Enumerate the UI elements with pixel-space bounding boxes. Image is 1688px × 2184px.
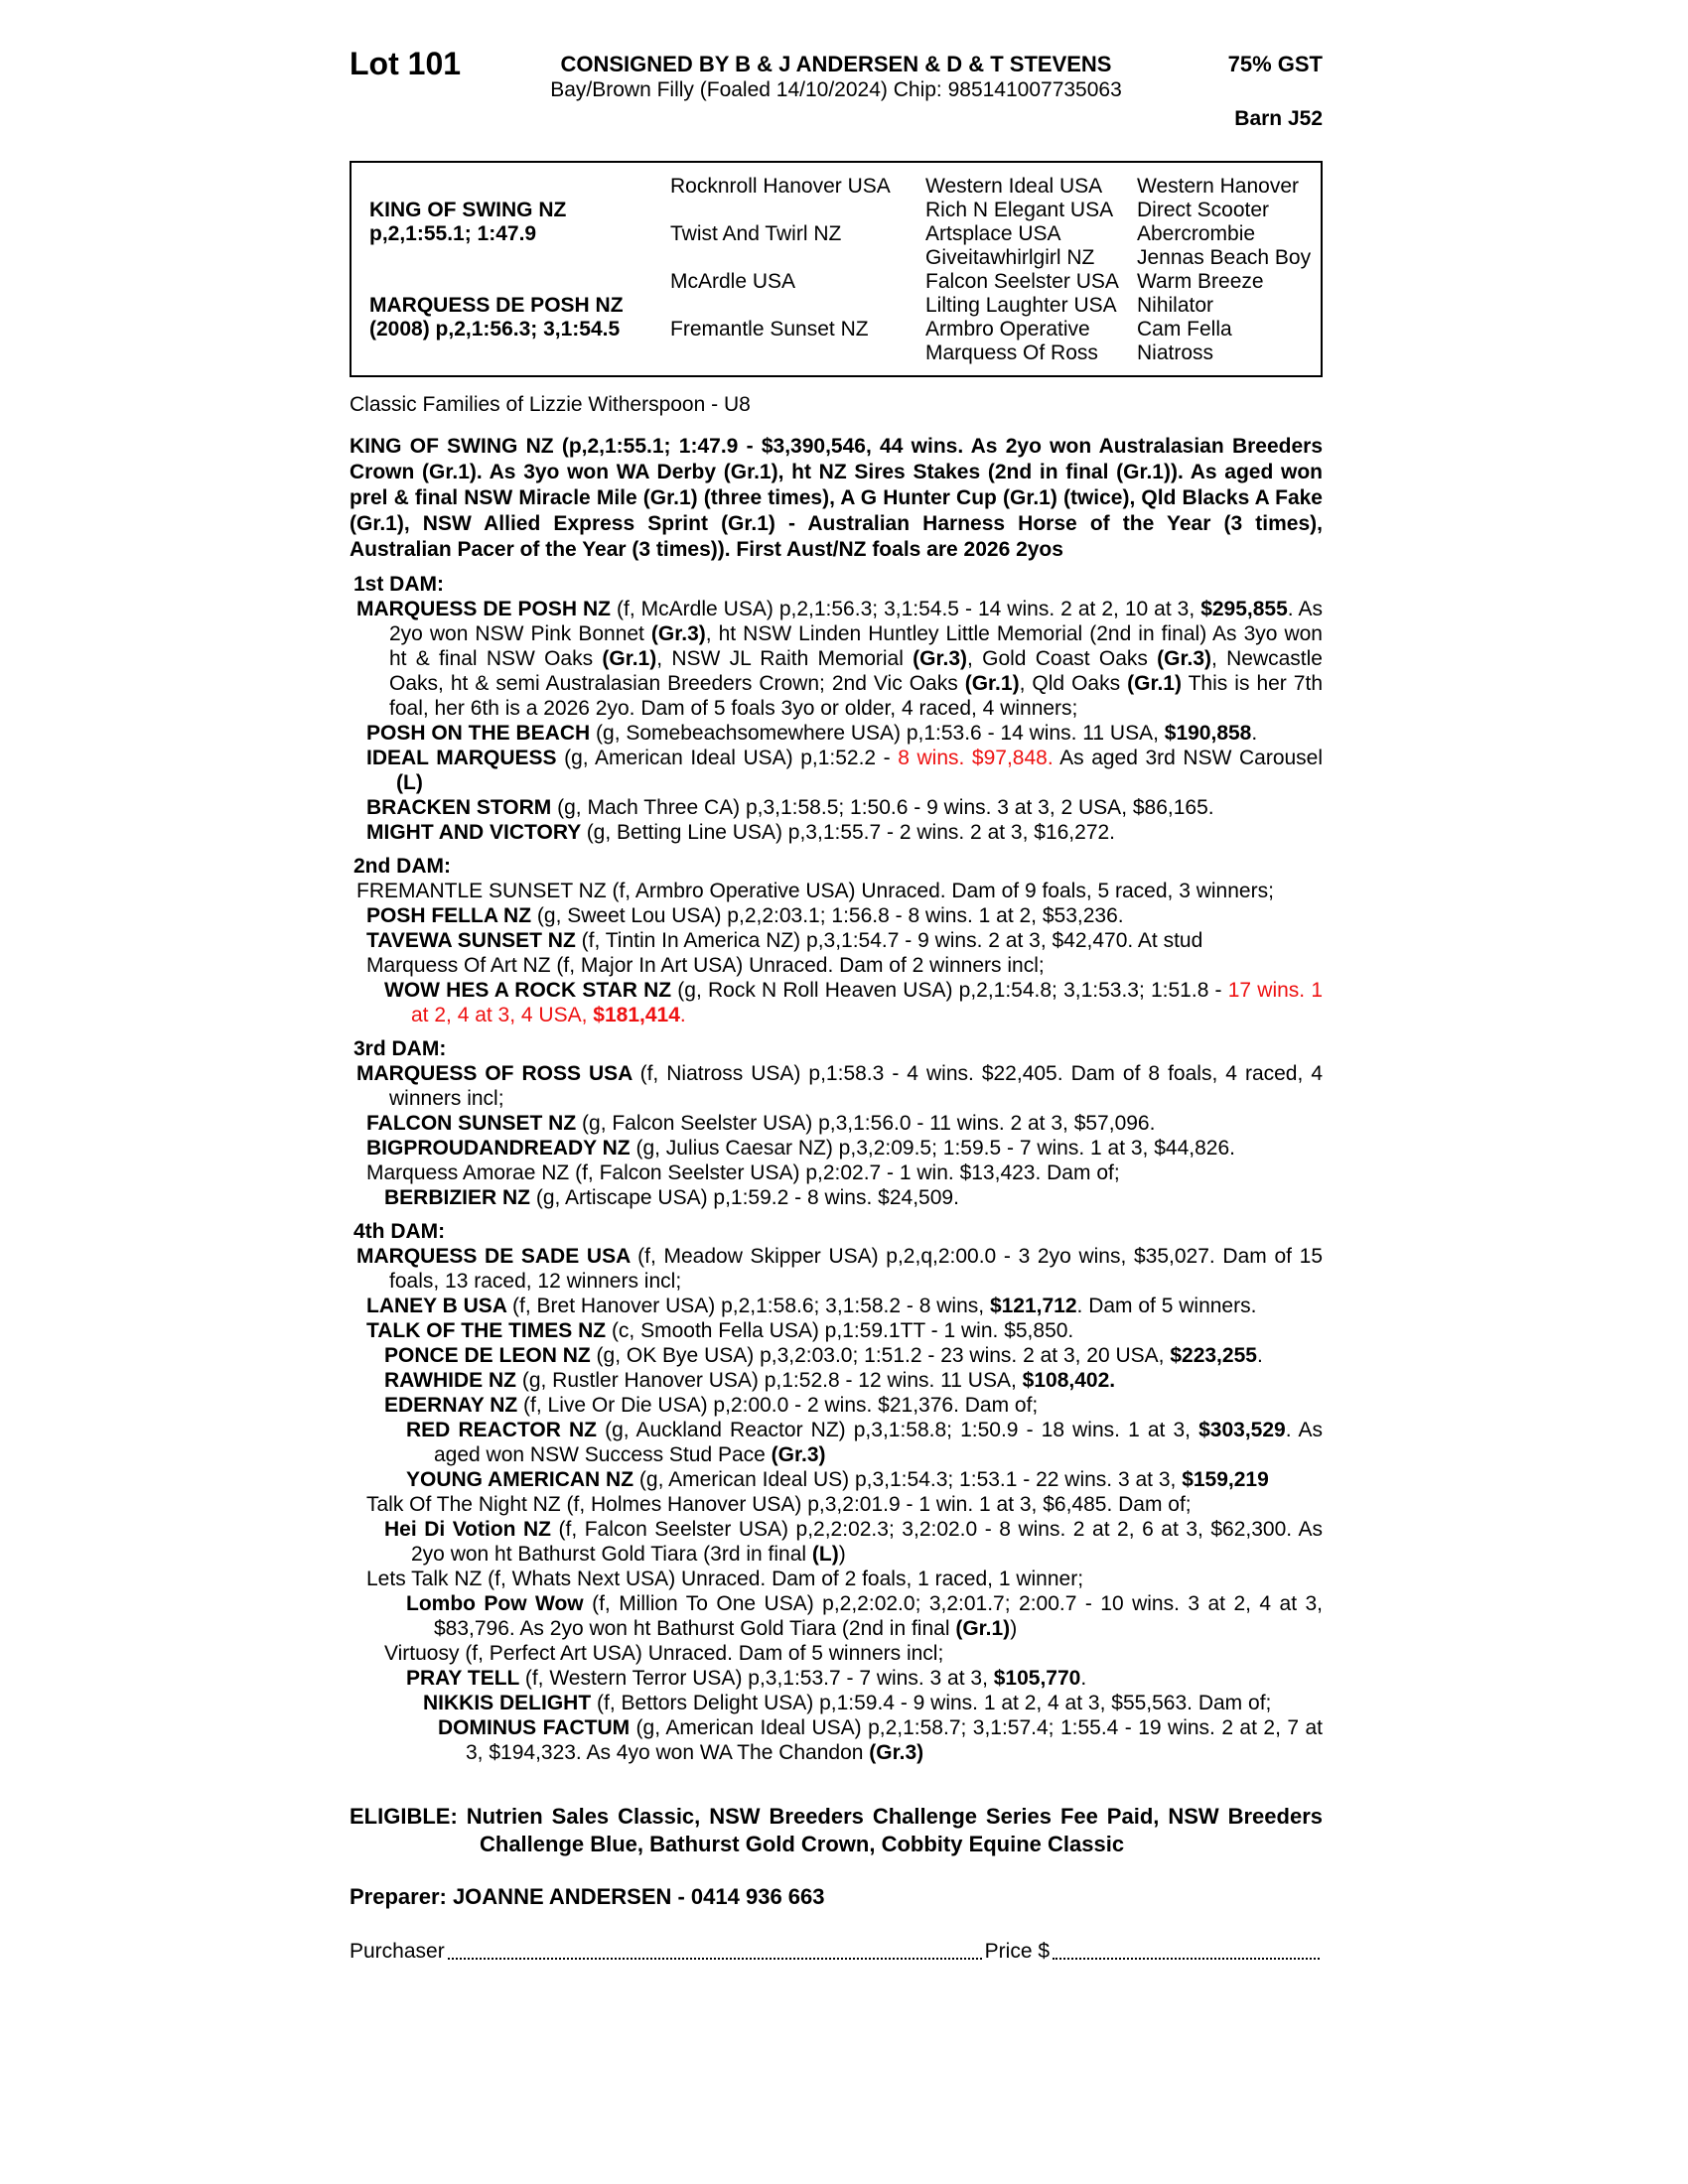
entry-text: FREMANTLE SUNSET NZ (f, Armbro Operative USA) Unraced. Dam of 9 foals, 5 raced, 3 winners;: [356, 880, 1274, 902]
gen2-ancestor: Rocknroll Hanover USA: [670, 175, 891, 198]
gen2-ancestor: Fremantle Sunset NZ: [670, 318, 869, 341]
pedigree-entry: [350, 795, 1323, 820]
consignor-line: CONSIGNED BY B & J ANDERSEN & D & T STEVENS: [560, 52, 1112, 76]
barn-number: Barn J52: [1234, 107, 1323, 130]
horse-description: Bay/Brown Filly (Foaled 14/10/2024) Chip: 985141007735063: [550, 78, 1122, 101]
pedigree-entry: [350, 1160, 1323, 1185]
entry-text: (L): [811, 1543, 839, 1566]
entry-text: $181,414: [593, 1004, 680, 1026]
purchaser-fill-line: [448, 1958, 982, 1960]
entry-text: MARQUESS DE SADE USA: [356, 1245, 638, 1268]
entry-text: $303,529: [1198, 1419, 1286, 1441]
pedigree-entry: [350, 820, 1323, 845]
gen4-ancestor: Direct Scooter: [1137, 199, 1270, 221]
pedigree-entry: [350, 1492, 1323, 1517]
pedigree-entry: [350, 1691, 1323, 1715]
gen3-ancestor: Lilting Laughter USA: [925, 294, 1117, 317]
entry-text: DOMINUS FACTUM: [438, 1716, 636, 1739]
gen3-ancestor: Western Ideal USA: [925, 175, 1103, 198]
gen4-ancestor: Niatross: [1137, 341, 1214, 364]
entry-text: Virtuosy (f, Perfect Art USA) Unraced. Dam of 5 winners incl;: [384, 1642, 944, 1665]
entry-text: (g, Artiscape USA) p,1:59.2 - 8 wins. $24,509.: [535, 1186, 959, 1209]
gen4-ancestor: Warm Breeze: [1137, 270, 1264, 293]
sire-record: p,2,1:55.1; 1:47.9: [369, 222, 537, 245]
pedigree-entry: [350, 1567, 1323, 1591]
gen4-ancestor: Western Hanover: [1137, 175, 1300, 198]
pedigree-entry: [350, 1061, 1323, 1111]
pedigree-entry: [350, 1715, 1323, 1765]
dam-sections: [350, 572, 1323, 1765]
entry-text: (Gr.1): [964, 672, 1020, 695]
entry-text: . As aged won NSW Success Stud Pace: [434, 1419, 1323, 1466]
sire-name: KING OF SWING NZ: [369, 199, 567, 221]
entry-text: (c, Smooth Fella USA) p,1:59.1TT - 1 win. $5,850.: [611, 1319, 1074, 1342]
entry-text: (g, Julius Caesar NZ) p,3,2:09.5; 1:59.5 - 7 wins. 1 at 3, $44,826.: [635, 1137, 1235, 1160]
entry-text: (Gr.3): [650, 622, 706, 645]
entry-text: (f, Meadow Skipper USA) p,2,q,2:00.0 - 3 2yo wins, $35,027. Dam of 15 foals, 13 raced, 12 winners incl;: [389, 1245, 1323, 1293]
price-label: Price $: [984, 1940, 1051, 1963]
entry-text: TALK OF THE TIMES NZ: [366, 1319, 612, 1342]
entry-text: Lombo Pow Wow: [406, 1592, 593, 1615]
sire-summary: KING OF SWING NZ (p,2,1:55.1; 1:47.9 - $3,390,546, 44 wins. As 2yo won Australasian Breeders Crown (Gr.1). As 3yo won WA Derby (Gr.1), ht NZ Sires Stakes (2nd in final (Gr.1)). As aged won prel & final NSW Miracle Mile (Gr.1) (three times), A G Hunter Cup (Gr.1) (twice), Qld Blacks A Fake (Gr.1), NSW Allied Express Sprint (Gr.1) - Australian Harness Horse of the Year (3 times), Australian Pacer of the Year (3 times)). First Aust/NZ foals are 2026 2yos: [350, 435, 1323, 561]
entry-text: (g, American Ideal USA) p,2,1:58.7; 3,1:57.4; 1:55.4 - 19 wins. 2 at 2, 7 at 3, $194,323. As 4yo won WA The Chandon: [466, 1716, 1323, 1764]
dam-header: 1st DAM:: [353, 573, 445, 596]
entry-text: BIGPROUDANDREADY NZ: [366, 1137, 636, 1160]
entry-text: As aged 3rd NSW Carousel: [1053, 747, 1324, 769]
entry-text: $159,219: [1182, 1468, 1269, 1491]
entry-text: PRAY TELL: [406, 1667, 525, 1690]
pedigree-entry: [350, 1641, 1323, 1666]
entry-text: POSH FELLA NZ: [366, 904, 537, 927]
entry-text: .: [1256, 1344, 1263, 1367]
dam-header: 3rd DAM:: [353, 1037, 447, 1060]
gen2-ancestor: Twist And Twirl NZ: [670, 222, 842, 245]
entry-text: FALCON SUNSET NZ: [366, 1112, 583, 1135]
gen4-ancestor: Jennas Beach Boy: [1137, 246, 1312, 269]
entry-text: , Qld Oaks: [1019, 672, 1128, 695]
entry-text: (Gr.3): [913, 647, 968, 670]
entry-text: RAWHIDE NZ: [384, 1369, 522, 1392]
entry-text: (Gr.1): [1127, 672, 1182, 695]
entry-text: .: [1251, 722, 1258, 745]
entry-text: $223,255: [1170, 1344, 1257, 1367]
entry-text: Marquess Amorae NZ (f, Falcon Seelster USA) p,2:02.7 - 1 win. $13,423. Dam of;: [366, 1161, 1120, 1184]
gen3-ancestor: Giveitawhirlgirl NZ: [925, 246, 1095, 269]
purchaser-price-row: [350, 1940, 1323, 1964]
pedigree-entry: [350, 721, 1323, 746]
entry-text: $121,712: [989, 1295, 1077, 1317]
entry-text: .: [1080, 1667, 1087, 1690]
pedigree-entry: [350, 1244, 1323, 1294]
entry-text: BERBIZIER NZ: [384, 1186, 536, 1209]
entry-text: (g, American Ideal USA) p,1:52.2 -: [564, 747, 899, 769]
pedigree-entry: [350, 1294, 1323, 1318]
entry-text: PONCE DE LEON NZ: [384, 1344, 597, 1367]
entry-text: (g, American Ideal US) p,3,1:54.3; 1:53.1 - 22 wins. 3 at 3,: [638, 1468, 1183, 1491]
entry-text: $190,858: [1164, 722, 1252, 745]
dam-block: [369, 270, 670, 365]
entry-text: WOW HES A ROCK STAR NZ: [384, 979, 678, 1002]
pedigree-entry: [350, 928, 1323, 953]
entry-text: , Newcastle Oaks, ht & semi Australasian Breeders Crown; 2nd Vic Oaks: [389, 647, 1323, 695]
price-fill-line: [1053, 1958, 1320, 1960]
pedigree-table: [350, 161, 1323, 377]
entry-text: (g, Mach Three CA) p,3,1:58.5; 1:50.6 - 9 wins. 3 at 3, 2 USA, $86,165.: [557, 796, 1214, 819]
entry-text: ): [838, 1543, 846, 1566]
gen2-ancestor: McArdle USA: [670, 270, 796, 293]
entry-text: , NSW JL Raith Memorial: [656, 647, 914, 670]
entry-text: (f, Tintin In America NZ) p,3,1:54.7 - 9 wins. 2 at 3, $42,470. At stud: [581, 929, 1203, 952]
entry-text: , Gold Coast Oaks: [967, 647, 1158, 670]
gen3-ancestor: Falcon Seelster USA: [925, 270, 1119, 293]
gen3-ancestor: Armbro Operative: [925, 318, 1090, 341]
entry-text: $108,402.: [1022, 1369, 1116, 1392]
entry-text: (f, Bret Hanover USA) p,2,1:58.6; 3,1:58.2 - 8 wins,: [512, 1295, 990, 1317]
pedigree-entry: [350, 1318, 1323, 1343]
gen3-ancestor: Artsplace USA: [925, 222, 1061, 245]
gen3-ancestor: Marquess Of Ross: [925, 341, 1098, 364]
dam-name: MARQUESS DE POSH NZ: [369, 294, 624, 317]
gst-note: 75% GST: [1227, 52, 1323, 76]
entry-text: (f, Niatross USA) p,1:58.3 - 4 wins. $22,405. Dam of 8 foals, 4 raced, 4 winners incl;: [389, 1062, 1323, 1110]
entry-text: (Gr.3): [771, 1443, 826, 1466]
entry-text: (f, Million To One USA) p,2,2:02.0; 3,2:01.7; 2:00.7 - 10 wins. 3 at 2, 4 at 3, $83,796. As 2yo won ht Bathurst Gold Tiara (2nd in final: [434, 1592, 1323, 1640]
pedigree-entry: [350, 1111, 1323, 1136]
entry-text: . Dam of 5 winners.: [1076, 1295, 1257, 1317]
entry-text: This is her 7th foal, her 6th is a 2026 2yo. Dam of 5 foals 3yo or older, 4 raced, 4 winners;: [389, 672, 1324, 720]
gen4-ancestor: Abercrombie: [1137, 222, 1256, 245]
entry-text: $105,770: [993, 1667, 1081, 1690]
pedigree-entry: [350, 1185, 1323, 1210]
entry-text: .: [679, 1004, 686, 1026]
lot-number: Lot 101: [350, 46, 462, 81]
entry-text: (g, Sweet Lou USA) p,2,2:03.1; 1:56.8 - 8 wins. 1 at 2, $53,236.: [536, 904, 1124, 927]
gen4-ancestor: Nihilator: [1137, 294, 1214, 317]
entry-text: (f, Live Or Die USA) p,2:00.0 - 2 wins. $21,376. Dam of;: [523, 1394, 1039, 1417]
entry-text: (f, Falcon Seelster USA) p,2,2:02.3; 3,2:02.0 - 8 wins. 2 at 2, 6 at 3, $62,300. As 2yo won ht Bathurst Gold Tiara (3rd in final: [411, 1518, 1323, 1566]
entry-text: , ht NSW Linden Huntley Little Memorial (2nd in final) As 3yo won ht & final NSW Oaks: [389, 622, 1323, 670]
pedigree-entry: [350, 1517, 1323, 1567]
pedigree-entry: [350, 1368, 1323, 1393]
pedigree-entry: [350, 597, 1323, 721]
dam-header: 2nd DAM:: [353, 855, 451, 878]
pedigree-entry: [350, 746, 1323, 795]
entry-text: (Gr.1): [955, 1617, 1011, 1640]
entry-text: TAVEWA SUNSET NZ: [366, 929, 582, 952]
entry-text: MIGHT AND VICTORY: [366, 821, 587, 844]
entry-text: (g, OK Bye USA) p,3,2:03.0; 1:51.2 - 23 wins. 2 at 3, 20 USA,: [596, 1344, 1171, 1367]
entry-text: Lets Talk NZ (f, Whats Next USA) Unraced. Dam of 2 foals, 1 raced, 1 winner;: [366, 1568, 1084, 1590]
entry-text: ): [1010, 1617, 1018, 1640]
pedigree-entry: [350, 1136, 1323, 1160]
preparer-line: Preparer: JOANNE ANDERSEN - 0414 936 663: [350, 1884, 825, 1909]
entry-text: EDERNAY NZ: [384, 1394, 524, 1417]
pedigree-entry: [350, 1467, 1323, 1492]
entry-text: (f, Western Terror USA) p,3,1:53.7 - 7 wins. 3 at 3,: [524, 1667, 994, 1690]
entry-text: (f, McArdle USA) p,2,1:56.3; 3,1:54.5 - 14 wins. 2 at 2, 10 at 3,: [617, 598, 1201, 620]
purchaser-label: Purchaser: [350, 1940, 445, 1963]
entry-text: (L): [396, 771, 423, 794]
entry-text: MARQUESS DE POSH NZ: [356, 598, 617, 620]
entry-text: Talk Of The Night NZ (f, Holmes Hanover USA) p,3,2:01.9 - 1 win. 1 at 3, $6,485. Dam of;: [366, 1493, 1192, 1516]
entry-text: 8 wins. $97,848.: [898, 747, 1054, 769]
entry-text: . As 2yo won NSW Pink Bonnet: [389, 598, 1323, 645]
entry-text: (f, Bettors Delight USA) p,1:59.4 - 9 wins. 1 at 2, 4 at 3, $55,563. Dam of;: [597, 1692, 1272, 1714]
entry-text: $295,855: [1200, 598, 1288, 620]
entry-text: Hei Di Votion NZ: [384, 1518, 559, 1541]
entry-text: MARQUESS OF ROSS USA: [356, 1062, 640, 1085]
pedigree-entry: [350, 978, 1323, 1027]
entry-text: (Gr.3): [1157, 647, 1212, 670]
dam-header: 4th DAM:: [353, 1220, 446, 1243]
pedigree-entry: [350, 1418, 1323, 1467]
entry-text: (g, Auckland Reactor NZ) p,3,1:58.8; 1:50.9 - 18 wins. 1 at 3,: [605, 1419, 1199, 1441]
page-content: [350, 46, 1324, 1964]
entry-text: (Gr.3): [869, 1741, 924, 1764]
pedigree-entry: [350, 1343, 1323, 1368]
entry-text: POSH ON THE BEACH: [366, 722, 597, 745]
entry-text: (g, Rock N Roll Heaven USA) p,2,1:54.8; 3,1:53.3; 1:51.8 -: [677, 979, 1228, 1002]
entry-text: (g, Betting Line USA) p,3,1:55.7 - 2 wins. 2 at 3, $16,272.: [586, 821, 1116, 844]
entry-text: (Gr.1): [602, 647, 657, 670]
entry-text: LANEY B USA: [366, 1295, 513, 1317]
eligibility-note: ELIGIBLE: Nutrien Sales Classic, NSW Breeders Challenge Series Fee Paid, NSW Breeders Challenge Blue, Bathurst Gold Crown, Cobbity Equine Classic: [350, 1804, 1323, 1856]
entry-text: IDEAL MARQUESS: [366, 747, 565, 769]
entry-text: YOUNG AMERICAN NZ: [406, 1468, 639, 1491]
sire-block: [369, 175, 670, 270]
gen4-ancestor: Cam Fella: [1137, 318, 1232, 341]
pedigree-entry: [350, 1591, 1323, 1641]
pedigree-entry: [350, 903, 1323, 928]
entry-text: Marquess Of Art NZ (f, Major In Art USA) Unraced. Dam of 2 winners incl;: [366, 954, 1045, 977]
pedigree-entry: [350, 1666, 1323, 1691]
dam-record: (2008) p,2,1:56.3; 3,1:54.5: [369, 318, 621, 341]
entry-text: NIKKIS DELIGHT: [423, 1692, 598, 1714]
entry-text: (g, Rustler Hanover USA) p,1:52.8 - 12 wins. 11 USA,: [521, 1369, 1023, 1392]
pedigree-entry: [350, 953, 1323, 978]
header-center: [469, 52, 1203, 103]
page-header: [350, 46, 1323, 135]
pedigree-entry: [350, 879, 1323, 903]
pedigree-entry: [350, 1393, 1323, 1418]
family-note: Classic Families of Lizzie Witherspoon - U8: [350, 393, 751, 416]
entry-text: 17 wins. 1 at 2, 4 at 3, 4 USA,: [411, 979, 1323, 1026]
entry-text: BRACKEN STORM: [366, 796, 558, 819]
entry-text: (g, Somebeachsomewhere USA) p,1:53.6 - 14 wins. 11 USA,: [596, 722, 1165, 745]
gen3-ancestor: Rich N Elegant USA: [925, 199, 1114, 221]
entry-text: RED REACTOR NZ: [406, 1419, 606, 1441]
entry-text: (g, Falcon Seelster USA) p,3,1:56.0 - 11 wins. 2 at 3, $57,096.: [582, 1112, 1156, 1135]
